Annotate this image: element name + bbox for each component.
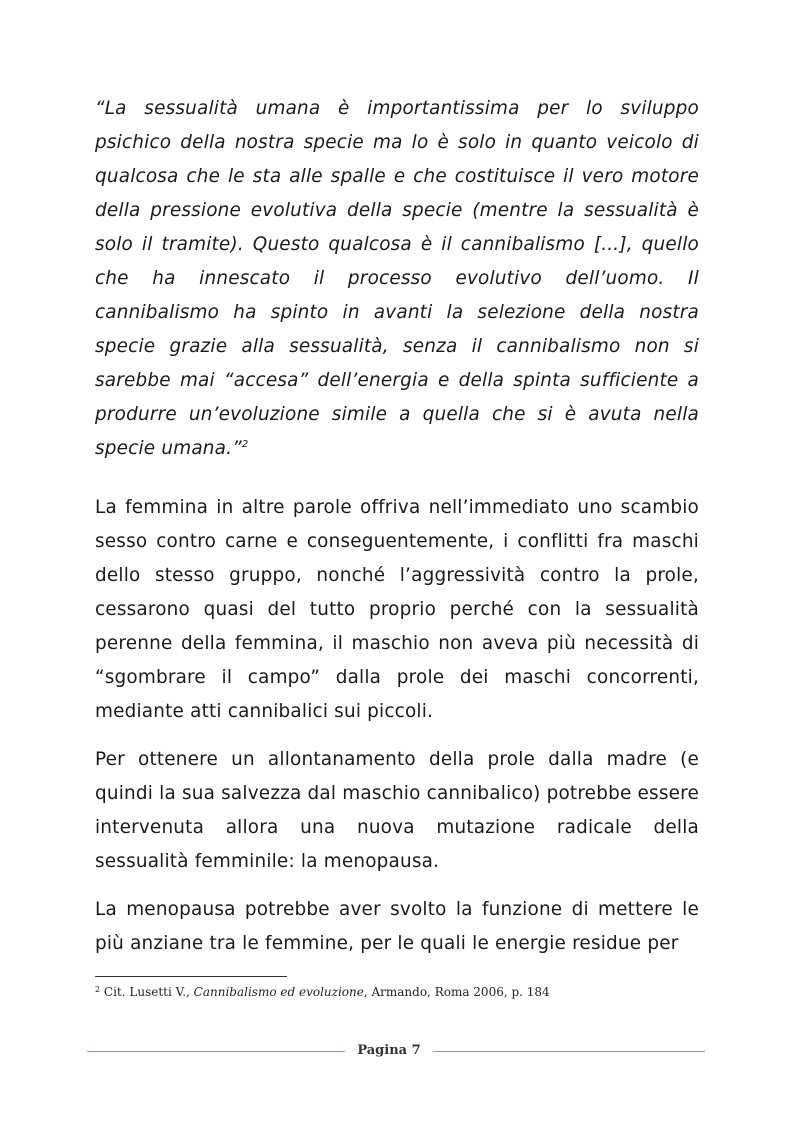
block-quote (95, 92, 699, 466)
footnote-number: 2 (95, 985, 101, 994)
page-number: Pagina 7 (357, 1043, 421, 1058)
footnote-reference[interactable]: 2 (241, 439, 249, 450)
quote-text: “La sessualità umana è importantissima per lo sviluppo psichico della nostra specie ma lo è solo in quanto veicolo di qualcosa che le sta alle spalle e che costituisce il vero motore della pressione evolutiva della specie (mentre la sessualità è solo il tramite). Questo qualcosa è il cannibalismo [...], quello che ha innescato il processo evolutivo dell’uomo. Il cannibalismo ha spinto in avanti la selezione della nostra specie grazie alla sessualità, senza il cannibalismo non si sarebbe mai “accesa” dell’energia e della spinta sufficiente a produrre un’evoluzione simile a quella che si è avuta nella specie umana.” (95, 98, 699, 459)
footnote (95, 983, 699, 1001)
footer-rule-right (433, 1051, 705, 1052)
footnote-prefix: Cit. Lusetti V., (100, 985, 194, 999)
footnote-title: Cannibalismo ed evoluzione (193, 985, 364, 999)
paragraph-1: La femmina in altre parole offriva nell’immediato uno scambio sesso contro carne e conseguentemente, i conflitti fra maschi dello stesso gruppo, nonché l’aggressività contro la prole, cessarono quasi del tutto proprio perché con la sessualità perenne della femmina, il maschio non aveva più necessità di “sgombrare il campo” dalla prole dei maschi concorrenti, mediante atti cannibalici sui piccoli. (95, 497, 699, 722)
paragraph-3: La menopausa potrebbe aver svolto la funzione di mettere le più anziane tra le femmine, per le quali le energie residue per (95, 899, 699, 954)
paragraph-2: Per ottenere un allontanamento della prole dalla madre (e quindi la sua salvezza dal maschio cannibalico) potrebbe essere intervenuta allora una nuova mutazione radicale della sessualità femminile: la menopausa. (95, 749, 699, 872)
footnote-separator (95, 976, 287, 977)
footer-rule-left (87, 1051, 345, 1052)
footnote-suffix: , Armando, Roma 2006, p. 184 (363, 985, 550, 999)
